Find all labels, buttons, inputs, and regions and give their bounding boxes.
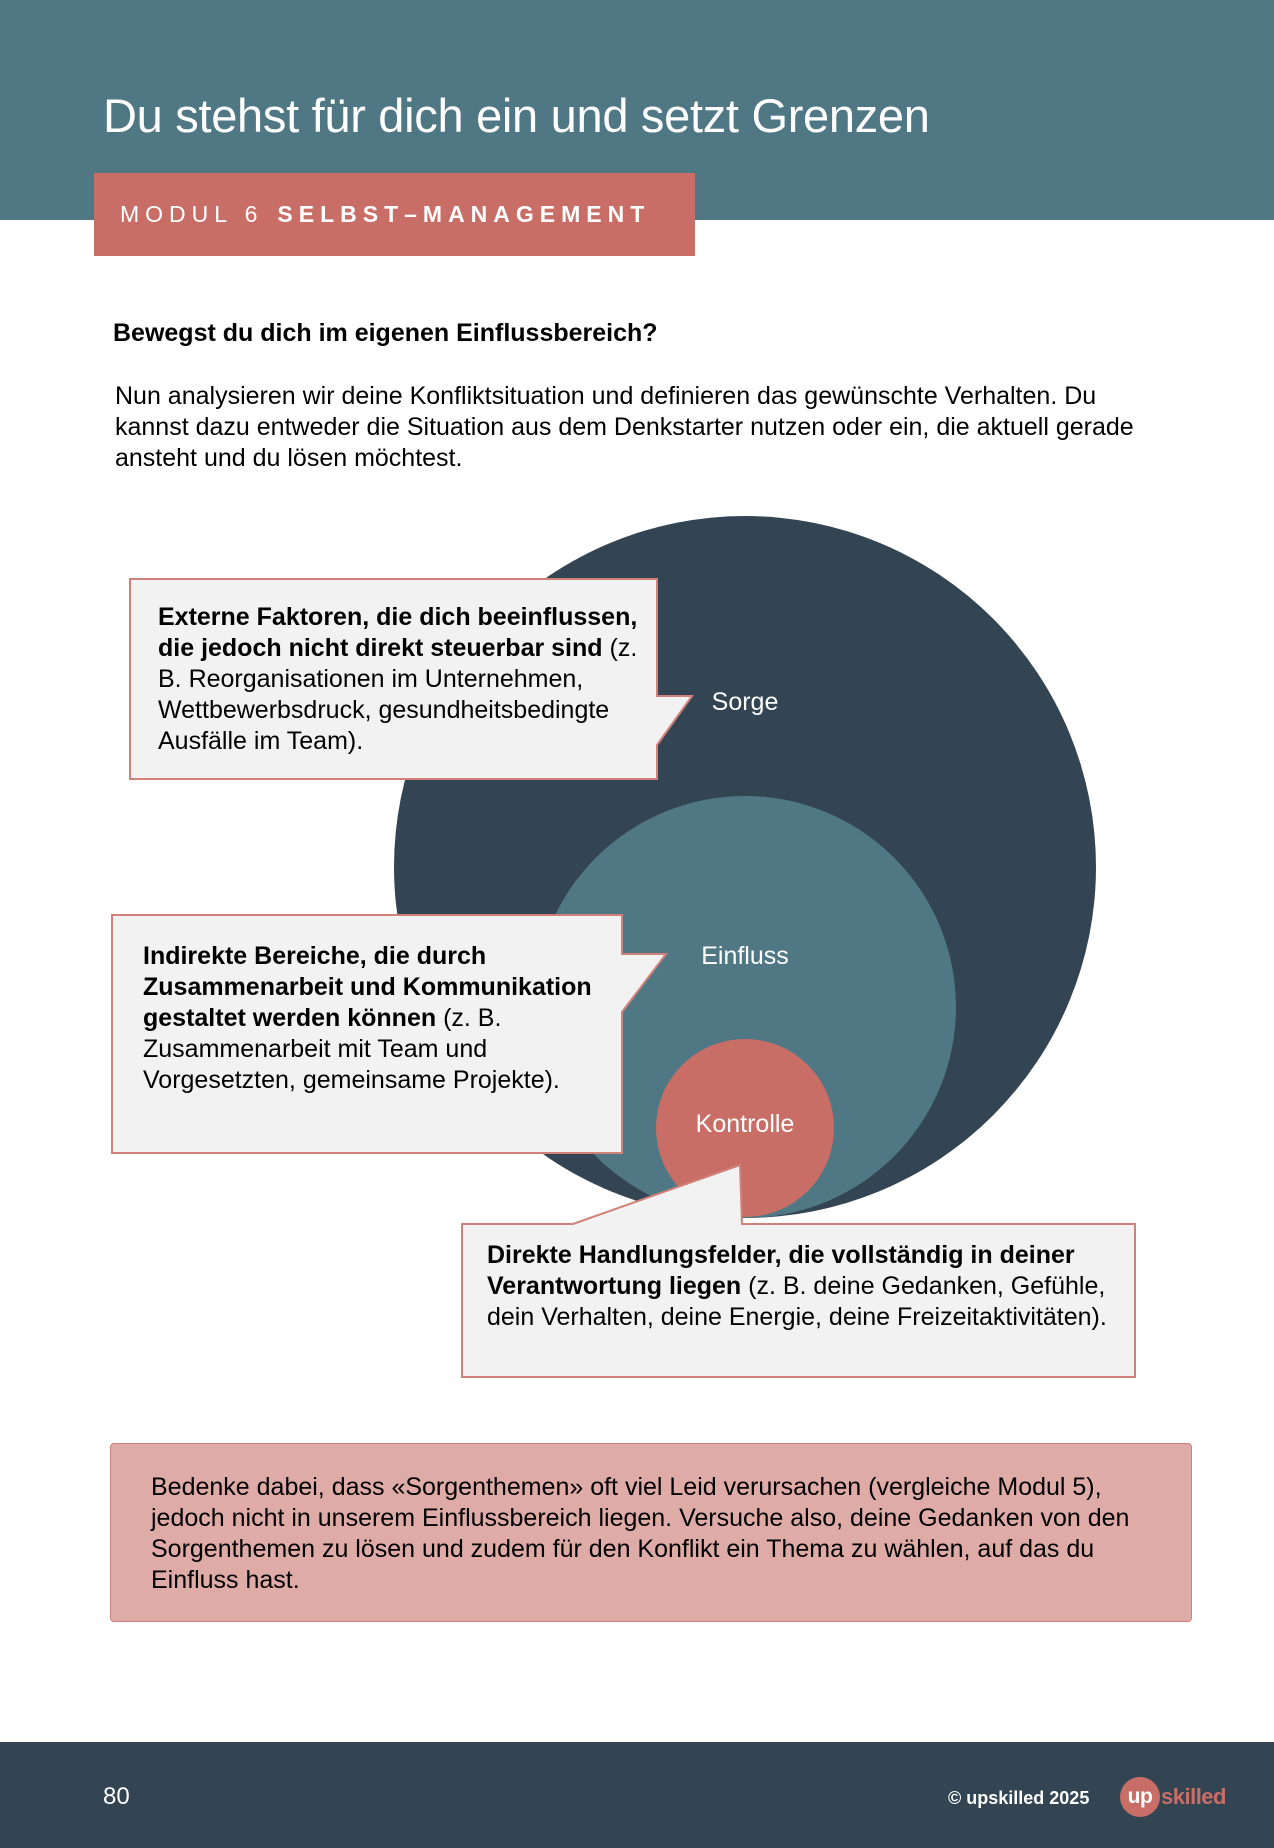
module-number: MODUL 6 (120, 201, 264, 227)
kontrolle-callout-bold: Direkte Handlungsfelder, die vollständig in deiner Verantwortung liegen (487, 1241, 1075, 1300)
sorge-label: Sorge (711, 688, 779, 716)
upskilled-logo (1120, 1777, 1226, 1817)
logo-mark: up (1120, 1777, 1160, 1817)
sorge-callout-rest: (z. B. Reorganisationen im Unternehmen, Wettbewerbsdruck, gesundheitsbedingte Ausfälle im Team). (158, 634, 638, 755)
einfluss-callout-rest: (z. B. Zusammenarbeit mit Team und Vorgesetzten, gemeinsame Projekte). (143, 1004, 560, 1094)
kontrolle-label: Kontrolle (695, 1110, 795, 1138)
module-name: SELBST–MANAGEMENT (277, 201, 651, 227)
einfluss-callout-text (143, 941, 603, 1096)
section-heading: Bewegst du dich im eigenen Einflussbereich? (113, 319, 658, 347)
sorge-callout-bold: Externe Faktoren, die dich beeinflussen, die jedoch nicht direkt steuerbar sind (158, 603, 638, 662)
kontrolle-callout-rest: (z. B. deine Gedanken, Gefühle, dein Verhalten, deine Energie, deine Freizeitaktivitäten). (487, 1272, 1107, 1331)
einfluss-callout-bold: Indirekte Bereiche, die durch Zusammenarbeit und Kommunikation gestaltet werden können (143, 942, 592, 1032)
logo-wordmark: skilled (1161, 1784, 1226, 1809)
intro-paragraph: Nun analysieren wir deine Konfliktsituation und definieren das gewünschte Verhalten. Du kannst dazu entweder die Situation aus dem Denkstarter nutzen oder ein, die aktuell gerade ansteht und du lösen möchtest. (115, 382, 1134, 472)
note-box (110, 1443, 1192, 1622)
copyright: © upskilled 2025 (948, 1788, 1090, 1808)
kontrolle-callout-text (487, 1240, 1112, 1333)
note-text: Bedenke dabei, dass «Sorgenthemen» oft viel Leid verursachen (vergleiche Modul 5), jedoch nicht in unserem Einflussbereich liegen. Versuche also, deine Gedanken von den Sorgenthemen zu lösen und zudem für den Konflikt ein Thema zu wählen, auf das du Einfluss hast. (151, 1473, 1130, 1594)
sorge-callout-text (158, 602, 638, 757)
page-number: 80 (103, 1783, 130, 1810)
einfluss-label: Einfluss (701, 942, 789, 970)
page-title: Du stehst für dich ein und setzt Grenzen (103, 89, 930, 142)
